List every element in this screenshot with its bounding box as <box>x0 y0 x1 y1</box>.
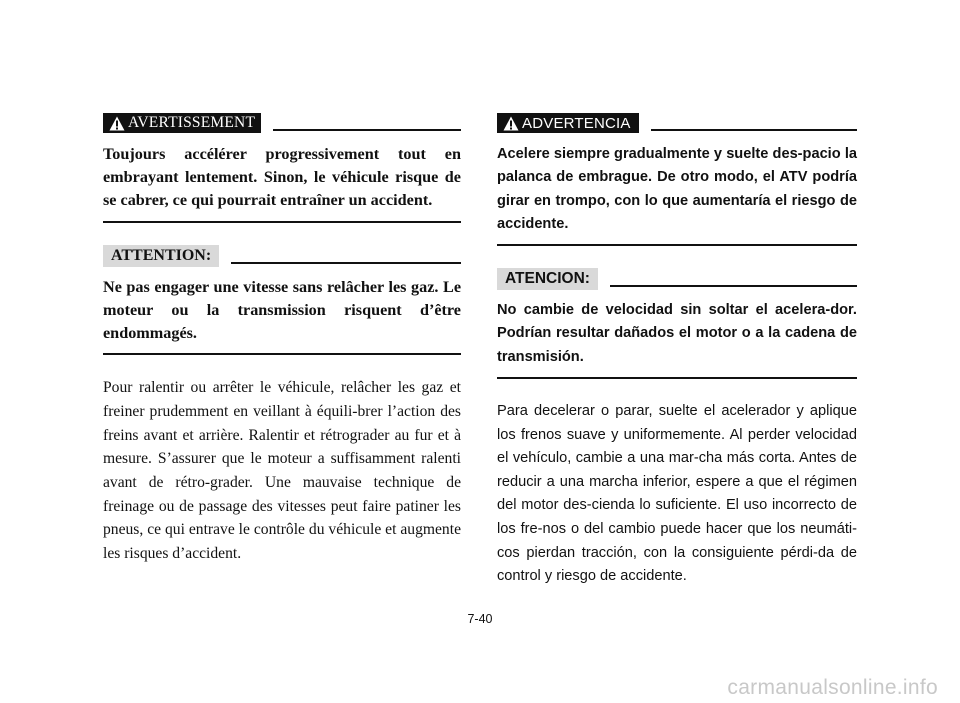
header-rule <box>273 129 461 131</box>
header-rule <box>231 262 461 264</box>
spanish-warning-text: Acelere siempre gradualmente y suelte des-pacio la palanca de embrague. De otro modo, el ATV podría girar en trompo, con lo que aumentaría el riesgo de accidente. <box>497 146 857 232</box>
french-caution-text: Ne pas engager une vitesse sans relâcher les gaz. Le moteur ou la transmission risquent d’être endommagés. <box>103 277 461 343</box>
french-caution-badge: ATTENTION: <box>103 245 219 267</box>
french-warning-header <box>103 112 461 134</box>
section-rule <box>103 221 461 223</box>
french-warning-badge <box>103 113 261 133</box>
header-rule <box>651 129 857 131</box>
spanish-warning-header <box>497 112 857 134</box>
spanish-warning-badge <box>497 113 639 133</box>
page-number: 7-40 <box>467 612 493 626</box>
section-rule <box>103 353 461 355</box>
warning-triangle-icon <box>109 116 125 131</box>
french-caution-header <box>103 245 461 267</box>
spanish-caution-badge: ATENCION: <box>497 268 598 290</box>
warning-triangle-icon <box>503 116 519 131</box>
watermark-link[interactable]: carmanualsonline.info <box>727 676 938 699</box>
french-warning-label: AVERTISSEMENT <box>128 114 256 131</box>
french-column <box>103 112 461 566</box>
french-warning-text: Toujours accélérer progressivement tout en embrayant lentement. Sinon, le véhicule risque de se cabrer, ce qui pourrait entraîner un accident. <box>103 145 461 210</box>
spanish-caution-header <box>497 268 857 290</box>
spanish-body-text: Para decelerar o parar, suelte el acelerador y aplique los frenos suave y uniformemente. Al perder velocidad el vehículo, cambie a una mar-cha más corta. Antes de reducir a una marcha inferior, espere a que el régimen del motor des-cienda lo suficiente. El uso incorrecto de los fre-nos o del cambio puede hacer que los neumáti-cos pierdan tracción, con la consiguiente pérdi-da de control y riesgo de accidente. <box>497 403 857 585</box>
spanish-caution-text: No cambie de velocidad sin soltar el acelera-dor. Podrían resultar dañados el motor o a la cadena de transmisión. <box>497 302 857 365</box>
section-rule <box>497 377 857 379</box>
spanish-warning-label: ADVERTENCIA <box>522 114 631 132</box>
spanish-column <box>497 112 857 589</box>
french-body-text: Pour ralentir ou arrêter le véhicule, relâcher les gaz et freiner prudemment en veillant à équili-brer l’action des freins avant et arrière. Ralentir et rétrograder au fur et à mesure. S’assurer que le moteur a suffisamment ralenti avant de rétro-grader. Une mauvaise technique de freinage ou de passage des vitesses peut faire patiner les pneus, ce qui entrave le contrôle du véhicule et augmente les risques d’accident. <box>103 379 461 563</box>
section-rule <box>497 244 857 246</box>
header-rule <box>610 285 857 287</box>
